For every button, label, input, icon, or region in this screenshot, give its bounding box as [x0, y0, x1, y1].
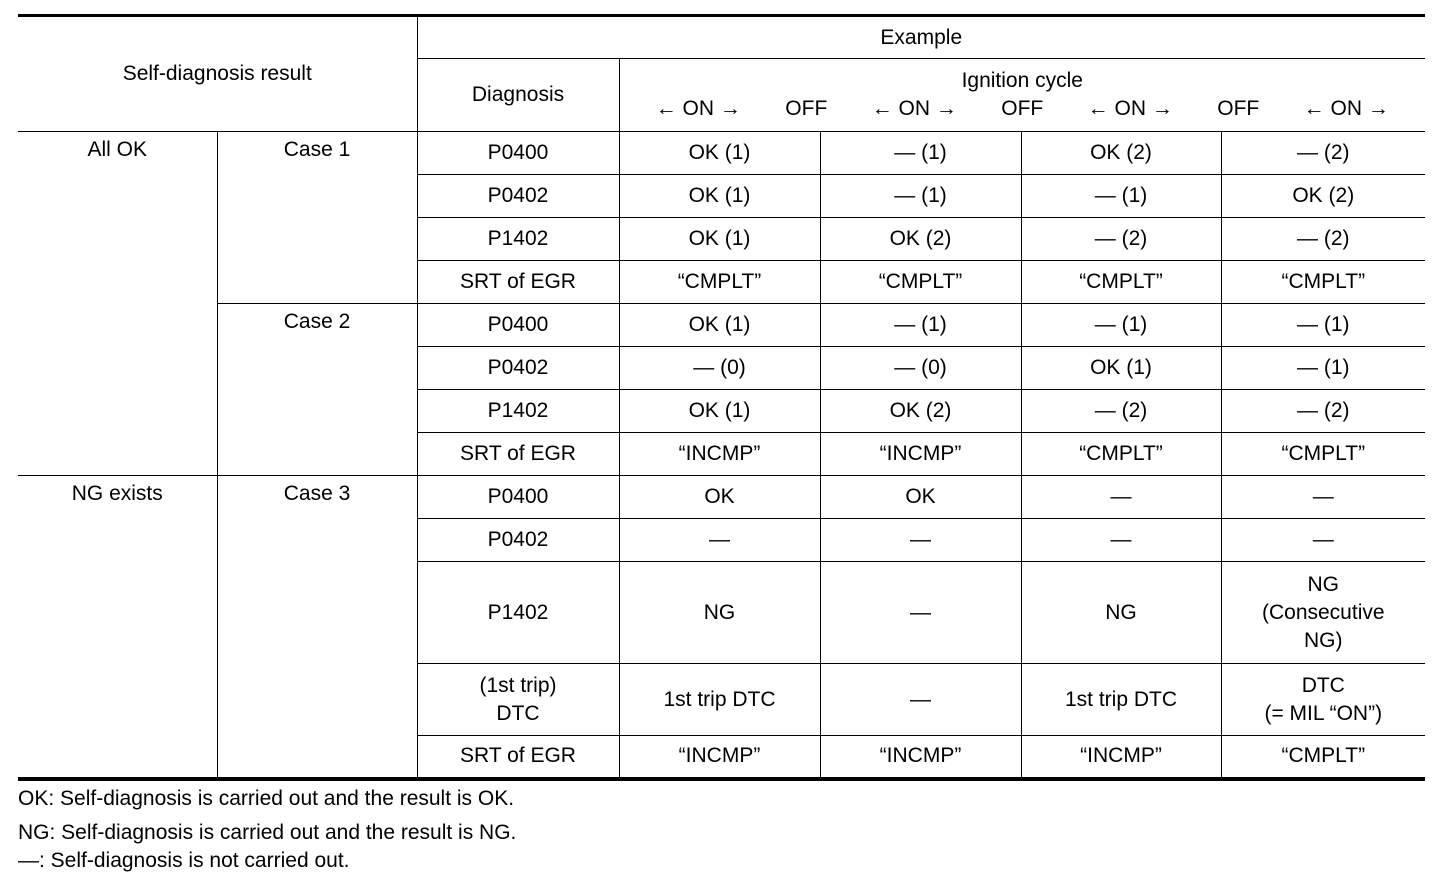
ignition-cycle-value-cell: “CMPLT”: [1221, 433, 1425, 476]
ignition-cycle-value-cell: — (2): [1021, 218, 1221, 261]
ignition-cycle-value-cell: — (1): [820, 132, 1021, 175]
ignition-cycle-label: ← ON →: [655, 97, 741, 120]
ignition-cycle-value-cell: “INCMP”: [820, 736, 1021, 779]
ignition-cycle-value-cell: “CMPLT”: [619, 261, 820, 304]
ignition-cycle-value-cell: “CMPLT”: [1221, 261, 1425, 304]
ignition-cycle-value-cell: 1st trip DTC: [619, 664, 820, 736]
ignition-cycle-value-cell: OK (1): [619, 218, 820, 261]
header-row-1: [18, 16, 1425, 59]
self-diagnosis-result-cell: All OK: [18, 132, 217, 476]
table-row: [18, 304, 1425, 347]
ignition-cycle-value-cell: —: [1021, 476, 1221, 519]
ignition-cycle-value-cell: —: [1021, 519, 1221, 562]
ignition-cycle-value-cell: OK (2): [1221, 175, 1425, 218]
ignition-cycle-value-cell: OK (1): [619, 390, 820, 433]
ignition-cycle-value-cell: OK (1): [619, 175, 820, 218]
case-cell: Case 3: [217, 476, 417, 779]
ignition-cycle-value-cell: OK: [820, 476, 1021, 519]
ignition-cycle-value-cell: OK (2): [820, 390, 1021, 433]
diagnosis-cell: P0402: [417, 347, 619, 390]
self-diagnosis-result-header: Self-diagnosis result: [18, 16, 417, 132]
ignition-cycle-value-cell: OK (2): [1021, 132, 1221, 175]
ignition-cycle-value-cell: “CMPLT”: [1221, 736, 1425, 779]
diagnosis-cell: (1st trip) DTC: [417, 664, 619, 736]
ignition-cycle-header: [619, 59, 1425, 132]
ignition-cycle-value-cell: — (1): [820, 175, 1021, 218]
diagnosis-cell: P0400: [417, 476, 619, 519]
diagnosis-cell: SRT of EGR: [417, 433, 619, 476]
diagnosis-cell: P1402: [417, 562, 619, 664]
ignition-cycle-value-cell: “INCMP”: [619, 736, 820, 779]
ignition-cycle-label: ← ON →: [871, 97, 957, 120]
ignition-cycle-value-cell: NG: [1021, 562, 1221, 664]
diagnosis-cell: P0400: [417, 304, 619, 347]
ignition-cycle-value-cell: “CMPLT”: [1021, 433, 1221, 476]
ignition-cycle-value-cell: —: [619, 519, 820, 562]
diagnosis-cell: P0402: [417, 175, 619, 218]
legend-note: —: Self-diagnosis is not carried out.: [18, 848, 350, 872]
ignition-cycle-value-cell: — (1): [1021, 304, 1221, 347]
ignition-cycle-value-cell: OK (2): [820, 218, 1021, 261]
ignition-cycle-value-cell: OK (1): [1021, 347, 1221, 390]
srt-document: [18, 14, 1425, 875]
self-diagnosis-result-cell: NG exists: [18, 476, 217, 779]
ignition-cycle-value-cell: — (2): [1221, 218, 1425, 261]
table-row: [18, 132, 1425, 175]
ignition-cycle-value-cell: —: [1221, 476, 1425, 519]
ignition-cycle-value-cell: — (2): [1221, 390, 1425, 433]
diagnosis-cell: P1402: [417, 218, 619, 261]
ignition-cycle-value-cell: DTC (= MIL “ON”): [1221, 664, 1425, 736]
ignition-cycle-title: Ignition cycle: [961, 69, 1083, 92]
ignition-cycle-label: OFF: [1001, 97, 1044, 120]
ignition-cycle-value-cell: — (1): [820, 304, 1021, 347]
ignition-cycle-value-cell: “INCMP”: [820, 433, 1021, 476]
ignition-cycle-value-cell: — (2): [1221, 132, 1425, 175]
ignition-cycle-value-cell: 1st trip DTC: [1021, 664, 1221, 736]
ignition-cycle-value-cell: —: [820, 519, 1021, 562]
ignition-cycle-value-cell: —: [1221, 519, 1425, 562]
ignition-cycle-value-cell: “INCMP”: [619, 433, 820, 476]
ignition-cycle-value-cell: — (0): [619, 347, 820, 390]
ignition-cycle-value-cell: NG (Consecutive NG): [1221, 562, 1425, 664]
ignition-cycle-value-cell: —: [820, 562, 1021, 664]
diagnosis-cell: P0402: [417, 519, 619, 562]
self-diagnosis-table: [18, 14, 1425, 781]
ignition-cycle-value-cell: “CMPLT”: [820, 261, 1021, 304]
ignition-cycle-label: ← ON →: [1303, 97, 1389, 120]
table-row: [18, 476, 1425, 519]
ignition-cycle-sequence: [624, 95, 1422, 123]
ignition-cycle-value-cell: — (0): [820, 347, 1021, 390]
legend-note: NG: Self-diagnosis is carried out and the result is NG.: [18, 820, 517, 844]
case-cell: Case 2: [217, 304, 417, 476]
ignition-cycle-value-cell: NG: [619, 562, 820, 664]
ignition-cycle-value-cell: — (2): [1021, 390, 1221, 433]
diagnosis-cell: P1402: [417, 390, 619, 433]
case-cell: Case 1: [217, 132, 417, 304]
ignition-cycle-value-cell: — (1): [1221, 304, 1425, 347]
ignition-cycle-value-cell: — (1): [1221, 347, 1425, 390]
ignition-cycle-value-cell: —: [820, 664, 1021, 736]
ignition-cycle-value-cell: “CMPLT”: [1021, 261, 1221, 304]
diagnosis-cell: SRT of EGR: [417, 261, 619, 304]
diagnosis-header: Diagnosis: [417, 59, 619, 132]
ignition-cycle-label: ← ON →: [1087, 97, 1173, 120]
ignition-cycle-value-cell: OK (1): [619, 304, 820, 347]
example-header: Example: [417, 16, 1425, 59]
diagnosis-cell: P0400: [417, 132, 619, 175]
ignition-cycle-label: OFF: [785, 97, 828, 120]
ignition-cycle-value-cell: “INCMP”: [1021, 736, 1221, 779]
legend-notes: [18, 785, 1425, 875]
ignition-cycle-value-cell: OK: [619, 476, 820, 519]
legend-note: OK: Self-diagnosis is carried out and the result is OK.: [18, 786, 515, 810]
table-body: [18, 16, 1425, 779]
ignition-cycle-value-cell: — (1): [1021, 175, 1221, 218]
ignition-cycle-value-cell: OK (1): [619, 132, 820, 175]
ignition-cycle-label: OFF: [1217, 97, 1260, 120]
diagnosis-cell: SRT of EGR: [417, 736, 619, 779]
